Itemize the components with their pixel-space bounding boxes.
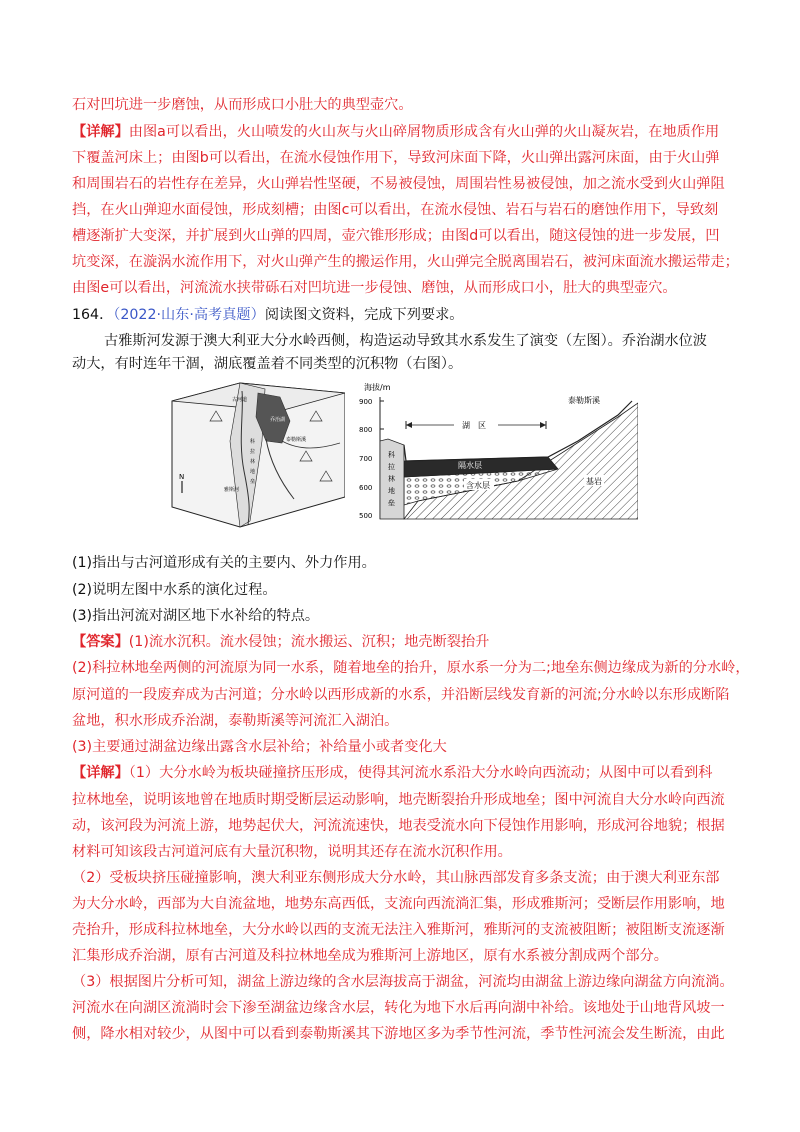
fig-label: 科 <box>250 439 256 445</box>
sub-question <box>72 553 732 573</box>
fig-label: 垒 <box>250 479 256 485</box>
question-header <box>72 305 732 325</box>
horst-label: 林 <box>388 475 395 483</box>
explanation-line <box>72 894 732 914</box>
text: 下覆盖河床上；由图b可以看出，在流水侵蚀作用下，导致河床面下降，火山弹出露河床面，由于火山弹 <box>72 150 720 166</box>
text: (1)流水沉积。流水侵蚀；流水搬运、沉积；地壳断裂抬升 <box>128 634 490 650</box>
text-line <box>72 200 732 220</box>
explanation-line <box>72 122 732 142</box>
answer-line <box>72 685 732 705</box>
text: 盆地，积水形成乔治湖，泰勒斯溪等河流汇入湖泊。 <box>72 713 399 729</box>
lake-area-label: 湖 区 <box>462 421 486 430</box>
text: 由图a可以看出，火山喷发的火山灰与火山碎屑物质形成含有火山弹的火山凝灰岩，在地质作用 <box>128 124 720 140</box>
explanation-line <box>72 790 732 810</box>
y-tick-label: 900 <box>359 398 373 406</box>
question-source: （2022·山东·高考真题） <box>113 307 265 323</box>
text: 由图e可以看出，河流流水挟带砾石对凹坑进一步侵蚀、磨蚀，从而形成口小，肚大的典型壶穴。 <box>72 280 677 296</box>
explanation-line <box>72 998 732 1018</box>
text: 槽逐渐扩大变深，并扩展到火山弹的四周，壶穴锥形形成；由图d可以看出，随这侵蚀的进一步发展，凹 <box>72 228 720 244</box>
question-number: 164． <box>72 307 114 323</box>
fig-label: 拉 <box>250 449 256 455</box>
text: (2)说明左图中水系的演化过程。 <box>72 582 277 598</box>
text: (3)主要通过湖盆边缘出露含水层补给；补给量小或者变化大 <box>72 739 447 755</box>
explanation-tag: 【详解】 <box>72 765 129 781</box>
text: 侧，降水相对较少，从图中可以看到泰勒斯溪其下游地区多为季节性河流，季节性河流会发生断流，由此 <box>72 1026 725 1042</box>
explanation-line <box>72 972 732 992</box>
horst-label: 科 <box>388 451 395 459</box>
fig-label: 地 <box>250 469 256 475</box>
fig-label: 乔治湖 <box>270 417 286 423</box>
y-axis-title: 海拔/m <box>364 383 391 392</box>
question-text: 阅读图文资料，完成下列要求。 <box>264 307 464 323</box>
text: 动，该河段为河流上游，地势起伏大，河流流速快，地表受流水向下侵蚀作用影响，形成河谷地貌；根据 <box>72 818 725 834</box>
explanation-line <box>72 816 732 836</box>
explanation-line <box>72 1024 732 1044</box>
text: (1)指出与古河道形成有关的主要内、外力作用。 <box>72 555 376 571</box>
sub-question <box>72 580 732 600</box>
creek-label: 泰勒斯溪 <box>568 396 600 405</box>
aquifer-label: 含水层 <box>466 481 490 490</box>
material-line <box>72 354 732 374</box>
answer-line <box>72 632 732 652</box>
text: 原河道的一段废弃成为古河道；分水岭以西形成新的水系，并沿断层线发育新的河流;分水岭以东形成断陷 <box>72 687 730 703</box>
text-line <box>72 278 732 298</box>
explanation-line <box>72 842 732 862</box>
answer-line <box>72 658 750 678</box>
text: 为大分水岭，西部为大自流盆地，地势东高西低，支流向西流淌汇集，形成雅斯河；受断层作用影响，地 <box>72 896 725 912</box>
north-arrow-label: N <box>179 473 185 481</box>
horst-label: 垒 <box>388 499 395 507</box>
text: (3)指出河流对湖区地下水补给的特点。 <box>72 608 320 624</box>
right-figure-cross-section <box>358 381 638 529</box>
text-line <box>72 252 739 272</box>
text: （2）受板块挤压碰撞影响，澳大利亚东侧形成大分水岭，其山脉西部发育多条支流；由于澳大利亚东部 <box>72 870 720 886</box>
material-line <box>104 331 764 351</box>
text: （3）根据图片分析可知，湖盆上游边缘的含水层海拔高于湖盆，河流均由湖盆上游边缘向湖盆方向流淌。 <box>72 974 734 990</box>
text: 挡，在火山弹迎水面侵蚀，形成刻槽；由图c可以看出，在流水侵蚀、岩石与岩石的磨蚀作用下，导致刻 <box>72 202 719 218</box>
y-tick-label: 600 <box>359 484 373 492</box>
fig-label: 林 <box>250 459 256 465</box>
answer-line <box>72 711 732 731</box>
bedrock-label: 基岩 <box>586 477 602 486</box>
explanation-line <box>72 920 732 940</box>
explanation-line <box>72 763 732 783</box>
explanation-line <box>72 868 732 888</box>
fig-label: 泰勒斯溪 <box>286 437 307 443</box>
text: 坑变深，在漩涡水流作用下，对火山弹产生的搬运作用，火山弹完全脱离围岩石，被河床面流水搬运带走； <box>72 254 739 270</box>
text: 河流水在向湖区流淌时会下渗至湖盆边缘含水层，转化为地下水后再向湖中补给。该地处于山地背风坡一 <box>72 1000 725 1016</box>
text: 古雅斯河发源于澳大利亚大分水岭西侧，构造运动导致其水系发生了演变（左图）。乔治湖水位波 <box>104 333 707 349</box>
explanation-line <box>72 946 732 966</box>
explanation-tag: 【详解】 <box>72 124 129 140</box>
text: 和周围岩石的岩性存在差异，火山弹岩性坚硬，不易被侵蚀，周围岩性易被侵蚀，加之流水受到火山弹阻 <box>72 176 725 192</box>
y-tick-label: 500 <box>359 512 373 520</box>
text-line <box>72 174 732 194</box>
text: 拉林地垒，说明该地曾在地质时期受断层运动影响，地壳断裂抬升形成地垒；图中河流自大分水岭向西流 <box>72 792 725 808</box>
fig-label: 古河道 <box>232 397 248 403</box>
y-tick-label: 800 <box>359 426 373 434</box>
text: 材料可知该段古河道河底有大量沉积物，说明其还存在流水沉积作用。 <box>72 844 512 860</box>
text: 汇集形成乔治湖，原有古河道及科拉林地垒成为雅斯河上游地区，原有水系被分割成两个部分。 <box>72 948 668 964</box>
horst-label: 地 <box>388 487 395 495</box>
fig-label: 雅斯河 <box>224 487 240 493</box>
text: (2)科拉林地垒两侧的河流原为同一水系，随着地垒的抬升，原水系一分为二;地垒东侧边缘成为新的分水岭， <box>72 660 750 676</box>
aquitard-label: 隔水层 <box>458 461 482 470</box>
answer-tag: 【答案】 <box>72 634 129 650</box>
figures <box>170 381 640 531</box>
answer-line <box>72 737 732 757</box>
y-tick-label: 700 <box>359 455 373 463</box>
text: 动大，有时连年干涸，湖底覆盖着不同类型的沉积物（右图）。 <box>72 356 463 372</box>
sub-question <box>72 606 732 626</box>
text-line <box>72 95 732 115</box>
text: 石对凹坑进一步磨蚀，从而形成口小肚大的典型壶穴。 <box>72 97 413 113</box>
horst-label: 拉 <box>388 463 395 471</box>
text: 壳抬升，形成科拉林地垒，大分水岭以西的支流无法注入雅斯河，雅斯河的支流被阻断；被阻断支流逐渐 <box>72 922 725 938</box>
left-figure-block-diagram <box>170 381 345 529</box>
text-line <box>72 148 732 168</box>
text: （1）大分水岭为板块碰撞挤压形成，使得其河流水系沿大分水岭向西流动；从图中可以看到科 <box>128 765 713 781</box>
text-line <box>72 226 732 246</box>
